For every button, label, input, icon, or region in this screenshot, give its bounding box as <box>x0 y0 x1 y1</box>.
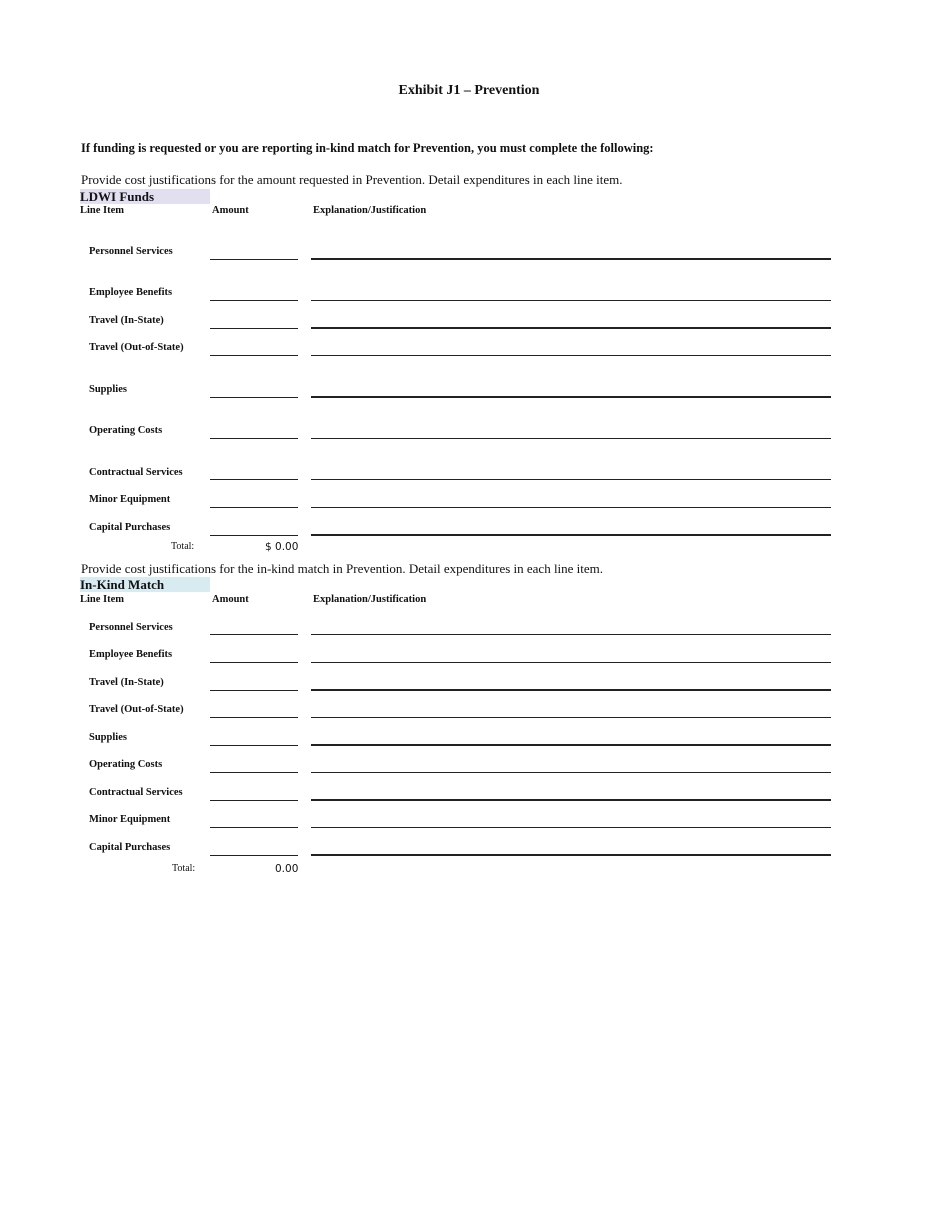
inkind-row-label: Personnel Services <box>89 622 173 633</box>
inkind-explanation-field[interactable] <box>311 634 831 635</box>
ldwi-explanation-field[interactable] <box>311 327 831 329</box>
ldwi-explanation-field[interactable] <box>311 300 831 301</box>
ldwi-row-label: Capital Purchases <box>89 522 171 533</box>
inkind-header-explanation: Explanation/Justification <box>313 594 427 605</box>
ldwi-row-label: Operating Costs <box>89 425 163 436</box>
inkind-row-label: Contractual Services <box>89 787 183 798</box>
ldwi-explanation-field[interactable] <box>311 258 831 260</box>
inkind-explanation-field[interactable] <box>311 854 831 856</box>
inkind-amount-field[interactable] <box>210 772 298 773</box>
inkind-row-label: Travel (Out-of-State) <box>89 704 184 715</box>
inkind-amount-field[interactable] <box>210 827 298 828</box>
inkind-amount-field[interactable] <box>210 745 298 746</box>
ldwi-explanation-field[interactable] <box>311 534 831 536</box>
inkind-total-label: Total: <box>172 863 196 874</box>
inkind-row-label: Operating Costs <box>89 759 163 770</box>
ldwi-amount-field[interactable] <box>210 300 298 301</box>
inkind-header-line-item: Line Item <box>80 594 125 605</box>
ldwi-row-label: Contractual Services <box>89 467 183 478</box>
inkind-explanation-field[interactable] <box>311 744 831 746</box>
inkind-row-label: Employee Benefits <box>89 649 173 660</box>
ldwi-amount-field[interactable] <box>210 535 298 536</box>
inkind-total-value: 0.00 <box>275 863 299 875</box>
ldwi-total-value: $ 0.00 <box>265 541 299 553</box>
ldwi-amount-field[interactable] <box>210 328 298 329</box>
ldwi-header-line-item: Line Item <box>80 205 125 216</box>
ldwi-explanation-field[interactable] <box>311 507 831 508</box>
inkind-amount-field[interactable] <box>210 800 298 801</box>
ldwi-explanation-field[interactable] <box>311 355 831 356</box>
inkind-intro: Provide cost justifications for the in-kind match in Prevention. Detail expenditures in each line item. <box>81 561 604 576</box>
ldwi-amount-field[interactable] <box>210 479 298 480</box>
ldwi-row-label: Personnel Services <box>89 246 173 257</box>
inkind-explanation-field[interactable] <box>311 717 831 718</box>
ldwi-row-label: Travel (Out-of-State) <box>89 342 184 353</box>
ldwi-amount-field[interactable] <box>210 438 298 439</box>
ldwi-header-explanation: Explanation/Justification <box>313 205 427 216</box>
inkind-header-amount: Amount <box>212 594 249 605</box>
inkind-band: In-Kind Match <box>80 577 210 592</box>
inkind-amount-field[interactable] <box>210 717 298 718</box>
ldwi-amount-field[interactable] <box>210 355 298 356</box>
inkind-row-label: Travel (In-State) <box>89 677 164 688</box>
instruction-text: If funding is requested or you are reporting in-kind match for Prevention, you must complete the following: <box>81 141 654 155</box>
inkind-amount-field[interactable] <box>210 690 298 691</box>
page-title: Exhibit J1 – Prevention <box>398 83 540 98</box>
ldwi-row-label: Minor Equipment <box>89 494 171 505</box>
ldwi-explanation-field[interactable] <box>311 479 831 480</box>
ldwi-header-amount: Amount <box>212 205 249 216</box>
ldwi-explanation-field[interactable] <box>311 438 831 439</box>
inkind-row-label: Supplies <box>89 732 127 743</box>
ldwi-amount-field[interactable] <box>210 259 298 260</box>
ldwi-band: LDWI Funds <box>80 189 210 204</box>
inkind-amount-field[interactable] <box>210 855 298 856</box>
ldwi-intro: Provide cost justifications for the amount requested in Prevention. Detail expenditures in each line item. <box>81 172 623 187</box>
ldwi-row-label: Supplies <box>89 384 127 395</box>
ldwi-amount-field[interactable] <box>210 507 298 508</box>
inkind-explanation-field[interactable] <box>311 689 831 691</box>
ldwi-total-label: Total: <box>171 541 195 552</box>
inkind-amount-field[interactable] <box>210 634 298 635</box>
inkind-amount-field[interactable] <box>210 662 298 663</box>
ldwi-row-label: Employee Benefits <box>89 287 173 298</box>
inkind-row-label: Capital Purchases <box>89 842 171 853</box>
inkind-explanation-field[interactable] <box>311 662 831 663</box>
ldwi-amount-field[interactable] <box>210 397 298 398</box>
ldwi-explanation-field[interactable] <box>311 396 831 398</box>
inkind-explanation-field[interactable] <box>311 799 831 801</box>
inkind-row-label: Minor Equipment <box>89 814 171 825</box>
inkind-explanation-field[interactable] <box>311 827 831 828</box>
ldwi-row-label: Travel (In-State) <box>89 315 164 326</box>
inkind-explanation-field[interactable] <box>311 772 831 773</box>
